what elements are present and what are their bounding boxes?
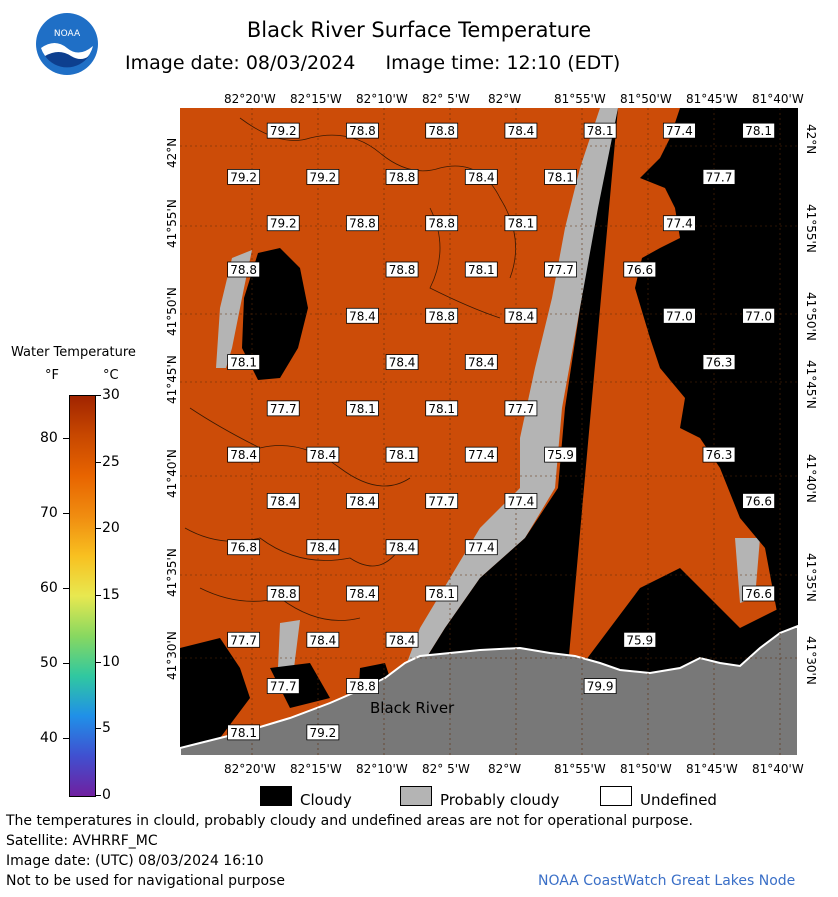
temperature-label (267, 586, 299, 601)
lon-label: 82°10'W (356, 92, 408, 106)
image-date: Image date: 08/03/2024 (125, 52, 356, 74)
lon-label: 81°45'W (686, 762, 738, 776)
lake-label: Black River (370, 699, 455, 717)
temperature-label (386, 540, 418, 555)
temperature-label (267, 679, 299, 694)
temperature-label (228, 355, 260, 370)
temperature-label (465, 355, 497, 370)
lat-label: 42°N (165, 137, 179, 168)
temperature-label (703, 355, 735, 370)
colorbar-tick-mark (95, 395, 101, 396)
lon-label: 82° 5'W (422, 92, 470, 106)
temperature-colorbar (69, 395, 96, 797)
utc-date-text: Image date: (UTC) 08/03/2024 16:10 (6, 853, 264, 869)
colorbar-tick-mark (95, 595, 101, 596)
svg-text:78.1: 78.1 (230, 725, 257, 740)
temperature-label (307, 540, 339, 555)
temperature-label (267, 216, 299, 231)
svg-text:78.4: 78.4 (467, 170, 495, 185)
temperature-label (426, 123, 458, 138)
colorbar-c-tick: 15 (102, 587, 120, 603)
temperature-label (545, 262, 577, 277)
colorbar-c-tick: 25 (102, 453, 120, 470)
lon-label: 82°15'W (290, 762, 342, 776)
temperature-label (505, 308, 537, 323)
lon-label: 81°55'W (554, 92, 606, 106)
temperature-label (426, 493, 458, 508)
colorbar-tick-mark (95, 728, 101, 729)
lat-label: 41°35'N (804, 553, 818, 602)
lat-label: 41°45'N (804, 360, 818, 409)
temperature-label (386, 447, 418, 462)
temperature-label (703, 447, 735, 462)
svg-text:78.4: 78.4 (309, 633, 337, 648)
svg-text:76.3: 76.3 (705, 448, 733, 463)
colorbar-tick-mark (95, 795, 101, 796)
svg-text:79.2: 79.2 (269, 124, 297, 139)
temperature-label (545, 447, 577, 462)
lon-label: 81°40'W (752, 92, 804, 106)
svg-text:78.8: 78.8 (428, 309, 456, 324)
svg-text:78.1: 78.1 (349, 401, 376, 416)
temperature-label (624, 262, 656, 277)
svg-text:77.7: 77.7 (507, 401, 535, 416)
temperature-label (663, 123, 695, 138)
svg-text:78.4: 78.4 (309, 540, 337, 555)
lat-label: 41°50'N (165, 287, 179, 336)
probably-cloudy-swatch (400, 786, 432, 806)
lon-label: 82°W (488, 762, 522, 776)
svg-text:78.8: 78.8 (349, 124, 376, 139)
lon-label: 82°20'W (224, 762, 276, 776)
lat-label: 41°40'N (804, 454, 818, 503)
svg-text:79.9: 79.9 (586, 679, 614, 694)
svg-text:78.4: 78.4 (269, 494, 297, 509)
temperature-label (228, 262, 260, 277)
colorbar-f-tick: 40 (40, 730, 58, 746)
svg-text:77.4: 77.4 (507, 494, 535, 509)
temperature-label (703, 169, 735, 184)
temperature-label (505, 401, 537, 416)
lon-label: 82°15'W (290, 92, 342, 106)
svg-text:78.1: 78.1 (230, 355, 257, 370)
colorbar-c-tick: 0 (102, 787, 111, 803)
temperature-label (307, 447, 339, 462)
colorbar-f-tick: 60 (40, 580, 58, 596)
temperature-label (426, 308, 458, 323)
svg-text:78.8: 78.8 (428, 124, 456, 139)
temperature-label (426, 216, 458, 231)
temperature-label (346, 679, 378, 694)
legend-unit-c: °C (103, 368, 119, 383)
temperature-label (346, 216, 378, 231)
temperature-label (465, 262, 497, 277)
lat-label: 41°40'N (165, 449, 179, 498)
lat-label: 41°30'N (804, 636, 818, 685)
image-time: Image time: 12:10 (EDT) (385, 52, 621, 74)
temperature-label (228, 725, 260, 740)
lat-label: 41°55'N (804, 204, 818, 253)
probably-cloudy-label: Probably cloudy (440, 791, 560, 809)
svg-text:77.7: 77.7 (705, 170, 733, 185)
temperature-label (743, 586, 775, 601)
svg-text:76.6: 76.6 (745, 494, 772, 509)
temperature-label (267, 493, 299, 508)
temperature-label (346, 308, 378, 323)
svg-text:78.8: 78.8 (230, 263, 257, 277)
svg-text:78.4: 78.4 (388, 540, 416, 555)
svg-text:78.8: 78.8 (349, 679, 376, 694)
temperature-label (386, 632, 418, 647)
svg-text:78.1: 78.1 (467, 263, 495, 277)
colorbar-tick-mark (95, 462, 101, 463)
colorbar-tick-mark (95, 528, 101, 529)
temperature-label (743, 123, 775, 138)
colorbar-c-tick: 5 (102, 720, 111, 737)
lat-label: 42°N (804, 124, 818, 155)
svg-text:77.0: 77.0 (745, 309, 772, 324)
lon-label: 81°50'W (620, 92, 672, 106)
colorbar-tick-mark (63, 588, 69, 589)
legend-title: Water Temperature (11, 345, 136, 360)
lon-label: 81°40'W (752, 762, 804, 776)
svg-text:77.7: 77.7 (230, 633, 257, 648)
temperature-label (545, 169, 577, 184)
map-title: Black River Surface Temperature (246, 18, 592, 42)
svg-text:78.8: 78.8 (428, 216, 456, 231)
temperature-label (505, 216, 537, 231)
undefined-label: Undefined (640, 791, 717, 809)
temperature-label (426, 401, 458, 416)
lat-label: 41°35'N (165, 548, 179, 597)
lon-label: 82° 5'W (422, 762, 470, 776)
svg-text:78.1: 78.1 (428, 401, 456, 416)
lat-label: 41°55'N (165, 199, 179, 248)
svg-text:78.1: 78.1 (745, 124, 772, 139)
temperature-label (346, 123, 378, 138)
temperature-label (743, 308, 775, 323)
colorbar-c-tick: 10 (102, 653, 120, 670)
temperature-label (465, 540, 497, 555)
svg-text:77.0: 77.0 (666, 309, 693, 324)
svg-text:77.7: 77.7 (428, 494, 456, 509)
cloudy-swatch (260, 786, 292, 806)
temperature-label (386, 169, 418, 184)
credit-text: NOAA CoastWatch Great Lakes Node (538, 873, 796, 889)
temperature-label (386, 355, 418, 370)
svg-text:78.4: 78.4 (349, 587, 376, 601)
svg-text:79.2: 79.2 (269, 216, 297, 231)
temperature-label (307, 169, 339, 184)
temperature-label (505, 493, 537, 508)
svg-text:76.8: 76.8 (230, 540, 257, 555)
colorbar-tick-mark (63, 438, 69, 439)
svg-text:78.8: 78.8 (388, 170, 416, 185)
svg-text:78.1: 78.1 (507, 216, 535, 231)
temperature-map (180, 108, 798, 756)
colorbar-f-tick: 80 (40, 430, 58, 446)
temperature-label (465, 447, 497, 462)
lon-label: 82°W (488, 92, 522, 106)
svg-text:77.4: 77.4 (666, 216, 693, 231)
temperature-label (426, 586, 458, 601)
svg-text:78.4: 78.4 (467, 355, 495, 370)
svg-text:78.4: 78.4 (388, 633, 416, 648)
undefined-swatch (600, 786, 632, 806)
svg-text:78.1: 78.1 (547, 170, 574, 185)
colorbar-tick-mark (63, 513, 69, 514)
svg-text:78.4: 78.4 (349, 309, 376, 324)
svg-text:78.8: 78.8 (388, 263, 416, 277)
svg-text:78.1: 78.1 (428, 587, 456, 601)
lat-label: 41°50'N (804, 292, 818, 341)
temperature-label (346, 493, 378, 508)
svg-text:78.8: 78.8 (269, 587, 297, 601)
colorbar-f-tick: 50 (40, 655, 58, 671)
temperature-label (386, 262, 418, 277)
temperature-label (624, 632, 656, 647)
temperature-label (584, 123, 616, 138)
svg-text:77.4: 77.4 (467, 448, 495, 463)
svg-text:77.7: 77.7 (269, 679, 297, 694)
temperature-label (228, 632, 260, 647)
svg-text:77.7: 77.7 (269, 401, 297, 416)
temperature-label (663, 308, 695, 323)
svg-text:75.9: 75.9 (626, 633, 654, 648)
temperature-label (663, 216, 695, 231)
svg-text:78.4: 78.4 (309, 448, 337, 463)
svg-text:78.4: 78.4 (507, 124, 535, 139)
image-datetime (125, 52, 620, 74)
disclaimer-text: The temperatures in clould, probably cloudy and undefined areas are not for operational purpose. (6, 813, 693, 829)
temperature-label (307, 725, 339, 740)
temperature-label (307, 632, 339, 647)
temperature-label (346, 401, 378, 416)
temperature-label (228, 169, 260, 184)
temperature-label (346, 586, 378, 601)
svg-text:78.4: 78.4 (349, 494, 376, 509)
svg-text:NOAA: NOAA (53, 29, 81, 39)
svg-text:75.9: 75.9 (547, 448, 574, 463)
svg-text:78.1: 78.1 (586, 124, 614, 139)
lat-label: 41°30'N (165, 631, 179, 680)
svg-text:76.6: 76.6 (745, 587, 772, 601)
lat-label: 41°45'N (165, 355, 179, 404)
svg-text:78.8: 78.8 (349, 216, 376, 231)
svg-text:79.2: 79.2 (309, 170, 337, 185)
temperature-label (228, 447, 260, 462)
svg-text:79.2: 79.2 (309, 725, 337, 740)
colorbar-tick-mark (63, 738, 69, 739)
svg-text:78.1: 78.1 (388, 448, 416, 463)
temperature-label (267, 123, 299, 138)
lon-label: 81°55'W (554, 762, 606, 776)
lon-label: 82°20'W (224, 92, 276, 106)
svg-text:76.6: 76.6 (626, 263, 654, 277)
svg-text:78.4: 78.4 (507, 309, 535, 324)
colorbar-tick-mark (95, 662, 101, 663)
colorbar-f-tick: 70 (40, 505, 58, 521)
svg-text:78.4: 78.4 (388, 355, 416, 370)
temperature-label (267, 401, 299, 416)
cloudy-label: Cloudy (300, 791, 352, 809)
svg-text:76.3: 76.3 (705, 355, 733, 370)
colorbar-c-tick: 30 (102, 387, 120, 403)
lon-label: 81°45'W (686, 92, 738, 106)
colorbar-tick-mark (63, 663, 69, 664)
temperature-label (584, 679, 616, 694)
svg-text:77.7: 77.7 (547, 263, 574, 277)
svg-text:77.4: 77.4 (467, 540, 495, 555)
temperature-label (505, 123, 537, 138)
temperature-label (228, 540, 260, 555)
svg-text:77.4: 77.4 (666, 124, 693, 139)
temperature-label (465, 169, 497, 184)
satellite-text: Satellite: AVHRRF_MC (6, 833, 158, 849)
temperature-label (743, 493, 775, 508)
lon-label: 82°10'W (356, 762, 408, 776)
navigation-warning: Not to be used for navigational purpose (6, 873, 285, 889)
svg-text:79.2: 79.2 (230, 170, 257, 185)
svg-text:78.4: 78.4 (230, 448, 257, 463)
lon-label: 81°50'W (620, 762, 672, 776)
colorbar-c-tick: 20 (102, 520, 120, 537)
legend-unit-f: °F (45, 368, 59, 383)
